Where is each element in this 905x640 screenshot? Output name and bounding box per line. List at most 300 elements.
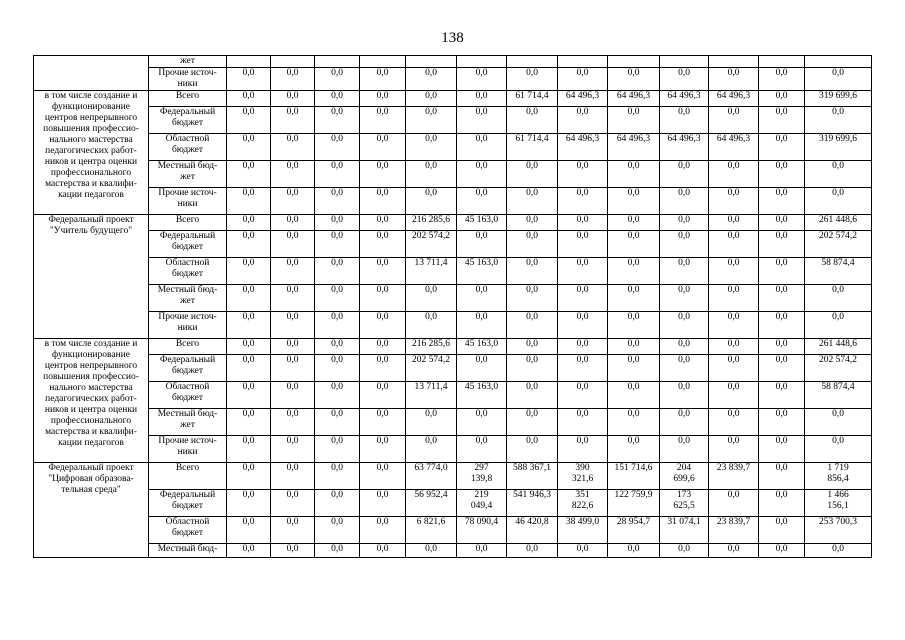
funding-source-cell: Областной бюджет	[149, 517, 227, 544]
funding-source-cell: Местный бюд-	[149, 544, 227, 558]
value-cell: 253 700,3	[805, 517, 872, 544]
value-cell: 0,0	[360, 161, 406, 188]
value-cell: 0,0	[457, 436, 507, 463]
table-row	[34, 436, 872, 463]
value-cell: 0,0	[507, 409, 558, 436]
value-cell: 0,0	[608, 285, 660, 312]
value-cell: 0,0	[227, 91, 271, 107]
value-cell: 541 946,3	[507, 490, 558, 517]
value-cell: 0,0	[315, 436, 360, 463]
value-cell: 0,0	[227, 161, 271, 188]
value-cell: 0,0	[507, 436, 558, 463]
value-cell: 0,0	[406, 436, 457, 463]
value-cell: 0,0	[759, 188, 805, 215]
value-cell: 0,0	[507, 382, 558, 409]
value-cell: 0,0	[360, 436, 406, 463]
value-cell: 0,0	[360, 490, 406, 517]
value-cell: 261 448,6	[805, 339, 872, 355]
value-cell: 0,0	[360, 312, 406, 339]
funding-source-cell: Местный бюд- жет	[149, 285, 227, 312]
value-cell: 45 163,0	[457, 258, 507, 285]
value-cell: 0,0	[507, 161, 558, 188]
value-cell: 0,0	[315, 382, 360, 409]
value-cell: 23 839,7	[709, 463, 759, 490]
budget-table	[33, 55, 872, 558]
value-cell: 0,0	[406, 409, 457, 436]
value-cell: 0,0	[507, 231, 558, 258]
value-cell: 0,0	[406, 161, 457, 188]
value-cell: 0,0	[759, 134, 805, 161]
value-cell: 0,0	[315, 231, 360, 258]
table-row	[34, 409, 872, 436]
value-cell: 0,0	[271, 161, 315, 188]
value-cell: 219 049,4	[457, 490, 507, 517]
value-cell: 0,0	[507, 68, 558, 91]
table-row	[34, 490, 872, 517]
table-row	[34, 68, 872, 91]
value-cell: 0,0	[315, 161, 360, 188]
table-row	[34, 188, 872, 215]
value-cell: 0,0	[457, 355, 507, 382]
table-row	[34, 517, 872, 544]
value-cell: 13 711,4	[406, 382, 457, 409]
value-cell	[227, 56, 271, 68]
value-cell: 0,0	[271, 258, 315, 285]
value-cell: 0,0	[709, 339, 759, 355]
funding-source-cell: Областной бюджет	[149, 134, 227, 161]
value-cell: 1 466 156,1	[805, 490, 872, 517]
value-cell: 202 574,2	[805, 355, 872, 382]
value-cell: 0,0	[558, 312, 608, 339]
value-cell: 0,0	[271, 339, 315, 355]
value-cell: 0,0	[507, 339, 558, 355]
value-cell: 0,0	[315, 134, 360, 161]
value-cell	[660, 56, 709, 68]
value-cell: 0,0	[271, 188, 315, 215]
value-cell: 0,0	[558, 382, 608, 409]
value-cell: 0,0	[507, 188, 558, 215]
value-cell	[759, 56, 805, 68]
value-cell: 0,0	[360, 409, 406, 436]
value-cell: 0,0	[227, 68, 271, 91]
value-cell: 0,0	[759, 355, 805, 382]
value-cell: 0,0	[558, 355, 608, 382]
value-cell: 0,0	[315, 258, 360, 285]
value-cell: 0,0	[227, 517, 271, 544]
value-cell: 0,0	[271, 355, 315, 382]
table-row	[34, 355, 872, 382]
value-cell: 0,0	[315, 339, 360, 355]
value-cell: 0,0	[227, 285, 271, 312]
value-cell: 0,0	[660, 258, 709, 285]
funding-source-cell: Всего	[149, 339, 227, 355]
value-cell: 0,0	[360, 107, 406, 134]
value-cell: 0,0	[457, 188, 507, 215]
value-cell: 0,0	[406, 544, 457, 558]
value-cell: 202 574,2	[805, 231, 872, 258]
funding-source-cell: Местный бюд- жет	[149, 409, 227, 436]
value-cell: 0,0	[759, 339, 805, 355]
value-cell: 0,0	[608, 436, 660, 463]
funding-source-cell: Всего	[149, 463, 227, 490]
value-cell: 0,0	[271, 517, 315, 544]
table-row	[34, 231, 872, 258]
value-cell: 0,0	[360, 258, 406, 285]
value-cell: 0,0	[660, 544, 709, 558]
value-cell: 0,0	[315, 188, 360, 215]
value-cell: 0,0	[457, 91, 507, 107]
funding-source-cell: Областной бюджет	[149, 382, 227, 409]
table-row	[34, 215, 872, 231]
value-cell: 0,0	[315, 490, 360, 517]
value-cell: 0,0	[271, 134, 315, 161]
value-cell: 6 821,6	[406, 517, 457, 544]
value-cell: 0,0	[271, 436, 315, 463]
value-cell: 61 714,4	[507, 134, 558, 161]
value-cell: 0,0	[608, 188, 660, 215]
value-cell: 0,0	[805, 188, 872, 215]
value-cell: 0,0	[315, 517, 360, 544]
budget-table-body	[34, 56, 872, 558]
value-cell: 216 285,6	[406, 215, 457, 231]
value-cell: 0,0	[360, 355, 406, 382]
page-number: 138	[441, 30, 464, 46]
funding-source-cell: Прочие источ- ники	[149, 68, 227, 91]
value-cell: 64 496,3	[608, 134, 660, 161]
value-cell: 0,0	[709, 544, 759, 558]
value-cell	[805, 56, 872, 68]
value-cell: 31 074,1	[660, 517, 709, 544]
value-cell: 64 496,3	[709, 91, 759, 107]
value-cell: 0,0	[608, 215, 660, 231]
value-cell: 0,0	[406, 68, 457, 91]
table-row	[34, 285, 872, 312]
value-cell: 0,0	[558, 409, 608, 436]
value-cell: 0,0	[759, 258, 805, 285]
value-cell: 0,0	[660, 231, 709, 258]
value-cell: 0,0	[608, 312, 660, 339]
funding-source-cell: Федеральный бюджет	[149, 231, 227, 258]
value-cell: 23 839,7	[709, 517, 759, 544]
value-cell: 1 719 856,4	[805, 463, 872, 490]
value-cell: 216 285,6	[406, 339, 457, 355]
value-cell: 0,0	[271, 215, 315, 231]
table-row	[34, 107, 872, 134]
value-cell: 0,0	[227, 107, 271, 134]
value-cell: 0,0	[608, 258, 660, 285]
value-cell: 0,0	[227, 339, 271, 355]
value-cell: 0,0	[457, 68, 507, 91]
value-cell: 0,0	[805, 436, 872, 463]
value-cell: 0,0	[360, 231, 406, 258]
value-cell	[507, 56, 558, 68]
value-cell: 0,0	[457, 161, 507, 188]
table-row	[34, 56, 872, 68]
value-cell: 0,0	[315, 409, 360, 436]
table-row	[34, 134, 872, 161]
value-cell: 351 822,6	[558, 490, 608, 517]
value-cell: 63 774,0	[406, 463, 457, 490]
value-cell: 0,0	[360, 339, 406, 355]
project-name-cell: в том числе создание и функционирование центров непрерывного повышения профессио-нального мастерства педагогических работ-ников и центра оценки профессионального мастерства и квалифи-кации педагогов	[34, 91, 149, 215]
value-cell: 0,0	[507, 312, 558, 339]
value-cell: 0,0	[360, 463, 406, 490]
value-cell: 0,0	[759, 463, 805, 490]
value-cell: 0,0	[759, 490, 805, 517]
value-cell: 0,0	[660, 215, 709, 231]
value-cell: 0,0	[406, 134, 457, 161]
value-cell: 58 874,4	[805, 258, 872, 285]
value-cell	[360, 56, 406, 68]
value-cell: 0,0	[360, 517, 406, 544]
value-cell: 0,0	[759, 544, 805, 558]
value-cell: 0,0	[360, 544, 406, 558]
value-cell: 0,0	[315, 463, 360, 490]
funding-source-cell: Всего	[149, 91, 227, 107]
value-cell: 0,0	[271, 382, 315, 409]
value-cell: 46 420,8	[507, 517, 558, 544]
value-cell: 0,0	[315, 91, 360, 107]
value-cell: 0,0	[660, 161, 709, 188]
value-cell: 0,0	[406, 188, 457, 215]
value-cell: 38 499,0	[558, 517, 608, 544]
table-row	[34, 339, 872, 355]
funding-source-cell: Прочие источ- ники	[149, 436, 227, 463]
value-cell: 588 367,1	[507, 463, 558, 490]
value-cell: 0,0	[660, 409, 709, 436]
value-cell: 0,0	[709, 188, 759, 215]
value-cell: 0,0	[271, 91, 315, 107]
value-cell: 0,0	[709, 285, 759, 312]
value-cell: 0,0	[608, 161, 660, 188]
value-cell: 0,0	[315, 544, 360, 558]
value-cell: 0,0	[315, 312, 360, 339]
value-cell: 0,0	[709, 258, 759, 285]
value-cell: 0,0	[227, 490, 271, 517]
project-name-cell: Федеральный проект "Учитель будущего"	[34, 215, 149, 339]
value-cell: 0,0	[227, 312, 271, 339]
value-cell: 0,0	[558, 231, 608, 258]
table-row	[34, 544, 872, 558]
value-cell: 0,0	[709, 231, 759, 258]
value-cell	[271, 56, 315, 68]
value-cell: 0,0	[558, 68, 608, 91]
value-cell: 0,0	[759, 68, 805, 91]
value-cell: 0,0	[558, 258, 608, 285]
value-cell: 0,0	[558, 161, 608, 188]
value-cell: 0,0	[227, 544, 271, 558]
value-cell: 0,0	[709, 490, 759, 517]
value-cell: 390 321,6	[558, 463, 608, 490]
value-cell: 0,0	[759, 161, 805, 188]
value-cell: 0,0	[709, 68, 759, 91]
value-cell: 45 163,0	[457, 215, 507, 231]
value-cell: 0,0	[660, 285, 709, 312]
value-cell: 0,0	[558, 188, 608, 215]
value-cell: 319 699,6	[805, 91, 872, 107]
value-cell	[709, 56, 759, 68]
project-name-cell	[34, 56, 149, 91]
value-cell: 0,0	[660, 382, 709, 409]
value-cell: 0,0	[271, 463, 315, 490]
funding-source-cell: Прочие источ- ники	[149, 188, 227, 215]
value-cell: 0,0	[360, 215, 406, 231]
value-cell: 0,0	[271, 409, 315, 436]
value-cell: 0,0	[507, 355, 558, 382]
value-cell: 0,0	[406, 312, 457, 339]
value-cell: 64 496,3	[709, 134, 759, 161]
value-cell: 0,0	[271, 231, 315, 258]
value-cell: 0,0	[660, 355, 709, 382]
value-cell	[558, 56, 608, 68]
value-cell: 0,0	[271, 107, 315, 134]
funding-source-cell: Местный бюд- жет	[149, 161, 227, 188]
value-cell: 0,0	[608, 382, 660, 409]
value-cell: 0,0	[227, 409, 271, 436]
value-cell: 0,0	[271, 312, 315, 339]
value-cell: 0,0	[360, 188, 406, 215]
value-cell: 0,0	[507, 285, 558, 312]
value-cell: 0,0	[709, 107, 759, 134]
table-row	[34, 91, 872, 107]
value-cell: 0,0	[227, 355, 271, 382]
value-cell: 0,0	[608, 231, 660, 258]
funding-source-cell: Всего	[149, 215, 227, 231]
value-cell: 0,0	[507, 215, 558, 231]
value-cell: 0,0	[709, 161, 759, 188]
funding-source-cell: Федеральный бюджет	[149, 355, 227, 382]
project-name-cell: в том числе создание и функционирование центров непрерывного повышения профессио-нального мастерства педагогических работ-ников и центра оценки профессионального мастерства и квалифи-кации педагогов	[34, 339, 149, 463]
value-cell: 0,0	[660, 107, 709, 134]
value-cell	[608, 56, 660, 68]
value-cell: 45 163,0	[457, 382, 507, 409]
value-cell: 0,0	[660, 339, 709, 355]
value-cell: 0,0	[457, 107, 507, 134]
value-cell: 0,0	[709, 382, 759, 409]
value-cell: 0,0	[558, 107, 608, 134]
value-cell: 0,0	[805, 312, 872, 339]
value-cell: 0,0	[271, 68, 315, 91]
value-cell: 0,0	[759, 285, 805, 312]
value-cell: 78 090,4	[457, 517, 507, 544]
table-row	[34, 161, 872, 188]
value-cell: 64 496,3	[558, 134, 608, 161]
value-cell: 0,0	[457, 285, 507, 312]
value-cell: 0,0	[315, 355, 360, 382]
value-cell: 0,0	[805, 68, 872, 91]
value-cell: 0,0	[457, 312, 507, 339]
value-cell: 0,0	[227, 463, 271, 490]
value-cell: 0,0	[608, 107, 660, 134]
value-cell: 61 714,4	[507, 91, 558, 107]
value-cell: 202 574,2	[406, 231, 457, 258]
value-cell: 122 759,9	[608, 490, 660, 517]
value-cell: 0,0	[227, 382, 271, 409]
value-cell: 0,0	[558, 436, 608, 463]
value-cell: 0,0	[660, 68, 709, 91]
value-cell: 261 448,6	[805, 215, 872, 231]
value-cell: 0,0	[660, 188, 709, 215]
value-cell: 0,0	[805, 285, 872, 312]
value-cell: 0,0	[709, 355, 759, 382]
value-cell: 0,0	[805, 544, 872, 558]
value-cell: 0,0	[759, 517, 805, 544]
value-cell: 0,0	[608, 339, 660, 355]
funding-source-cell: жет	[149, 56, 227, 68]
value-cell: 0,0	[759, 107, 805, 134]
value-cell: 0,0	[709, 436, 759, 463]
value-cell: 204 699,6	[660, 463, 709, 490]
value-cell: 0,0	[558, 215, 608, 231]
value-cell: 0,0	[608, 544, 660, 558]
value-cell: 0,0	[507, 258, 558, 285]
value-cell: 0,0	[558, 285, 608, 312]
value-cell: 0,0	[271, 285, 315, 312]
value-cell: 0,0	[315, 285, 360, 312]
value-cell: 0,0	[759, 436, 805, 463]
value-cell: 13 711,4	[406, 258, 457, 285]
value-cell: 0,0	[315, 215, 360, 231]
table-row	[34, 312, 872, 339]
value-cell: 64 496,3	[660, 134, 709, 161]
value-cell: 0,0	[315, 107, 360, 134]
table-row	[34, 463, 872, 490]
value-cell: 0,0	[507, 544, 558, 558]
value-cell	[315, 56, 360, 68]
value-cell: 0,0	[805, 409, 872, 436]
value-cell: 0,0	[227, 188, 271, 215]
value-cell: 0,0	[759, 409, 805, 436]
value-cell: 0,0	[709, 312, 759, 339]
value-cell: 28 954,7	[608, 517, 660, 544]
value-cell: 0,0	[759, 382, 805, 409]
value-cell: 0,0	[271, 490, 315, 517]
value-cell: 0,0	[709, 215, 759, 231]
value-cell: 173 625,5	[660, 490, 709, 517]
value-cell: 45 163,0	[457, 339, 507, 355]
value-cell: 0,0	[227, 258, 271, 285]
value-cell: 0,0	[315, 68, 360, 91]
value-cell: 0,0	[457, 409, 507, 436]
value-cell: 0,0	[457, 544, 507, 558]
value-cell: 0,0	[360, 91, 406, 107]
value-cell: 0,0	[709, 409, 759, 436]
value-cell: 0,0	[507, 107, 558, 134]
table-row	[34, 382, 872, 409]
value-cell: 0,0	[759, 91, 805, 107]
table-row	[34, 258, 872, 285]
value-cell	[457, 56, 507, 68]
value-cell: 0,0	[805, 161, 872, 188]
value-cell: 0,0	[406, 285, 457, 312]
value-cell: 64 496,3	[660, 91, 709, 107]
value-cell: 64 496,3	[558, 91, 608, 107]
funding-source-cell: Федеральный бюджет	[149, 490, 227, 517]
value-cell: 0,0	[406, 107, 457, 134]
value-cell: 0,0	[558, 339, 608, 355]
value-cell: 0,0	[360, 285, 406, 312]
funding-source-cell: Прочие источ- ники	[149, 312, 227, 339]
value-cell: 0,0	[660, 312, 709, 339]
funding-source-cell: Федеральный бюджет	[149, 107, 227, 134]
value-cell: 151 714,6	[608, 463, 660, 490]
value-cell: 0,0	[457, 231, 507, 258]
value-cell: 0,0	[608, 68, 660, 91]
project-name-cell: Федеральный проект "Цифровая образова-тельная среда"	[34, 463, 149, 558]
value-cell: 0,0	[227, 134, 271, 161]
value-cell: 0,0	[227, 231, 271, 258]
value-cell: 56 952,4	[406, 490, 457, 517]
